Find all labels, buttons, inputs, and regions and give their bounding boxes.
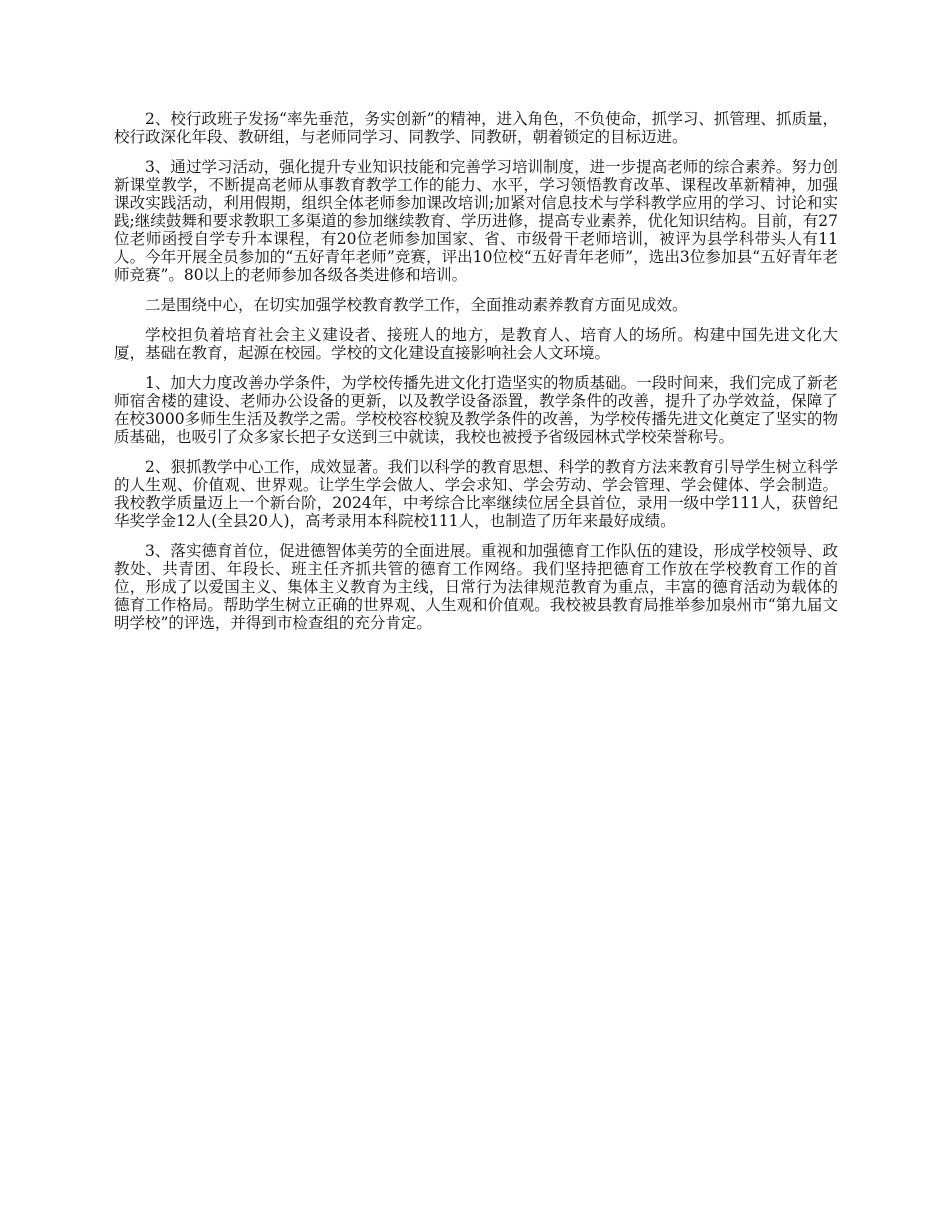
paragraph-5: 1、加大力度改善办学条件，为学校传播先进文化打造坚实的物质基础。一段时间来，我们完成了新老师宿舍楼的建设、老师办公设备的更新，以及教学设备添置，教学条件的改善，提升了办学效益，保障了在校3000多师生生活及教学之需。学校校容校貌及教学条件的改善，为学校传播先进文化奠定了坚实的物质基础，也吸引了众多家长把子女送到三中就读，我校也被授予省级园林式学校荣誉称号。 — [114, 374, 838, 446]
paragraph-7: 3、落实德育首位，促进德智体美劳的全面进展。重视和加强德育工作队伍的建设，形成学校领导、政教处、共青团、年段长、班主任齐抓共管的德育工作网络。我们坚持把德育工作放在学校教育工作的首位，形成了以爱国主义、集体主义教育为主线，日常行为法律规范教育为重点，丰富的德育活动为载体的德育工作格局。帮助学生树立正确的世界观、人生观和价值观。我校被县教育局推举参加泉州市“第九届文明学校”的评选，并得到市检查组的充分肯定。 — [114, 542, 838, 632]
paragraph-2: 3、通过学习活动，强化提升专业知识技能和完善学习培训制度，进一步提高老师的综合素养。努力创新课堂教学，不断提高老师从事教育教学工作的能力、水平，学习领悟教育改革、课程改革新精神，加强课改实践活动，利用假期，组织全体老师参加课改培训;加紧对信息技术与学科教学应用的学习、讨论和实践;继续鼓舞和要求教职工多渠道的参加继续教育、学历进修，提高专业素养，优化知识结构。目前，有27位老师函授自学专升本课程，有20位老师参加国家、省、市级骨干老师培训，被评为县学科带头人有11人。今年开展全员参加的“五好青年老师”竞赛，评出10位校“五好青年老师”，选出3位参加县“五好青年老师竞赛”。80以上的老师参加各级各类进修和培训。 — [114, 158, 838, 284]
paragraph-6: 2、狠抓教学中心工作，成效显著。我们以科学的教育思想、科学的教育方法来教育引导学生树立科学的人生观、价值观、世界观。让学生学会做人、学会求知、学会劳动、学会管理、学会健体、学会制造。我校教学质量迈上一个新台阶，2024年，中考综合比率继续位居全县首位，录用一级中学111人，获曾纪华奖学金12人(全县20人)，高考录用本科院校111人，也制造了历年来最好成绩。 — [114, 458, 838, 530]
paragraph-1: 2、校行政班子发扬“率先垂范，务实创新”的精神，进入角色，不负使命，抓学习、抓管理、抓质量，校行政深化年段、教研组，与老师同学习、同教学、同教研，朝着锁定的目标迈进。 — [114, 110, 838, 146]
paragraph-3: 二是围绕中心，在切实加强学校教育教学工作，全面推动素养教育方面见成效。 — [145, 296, 688, 314]
paragraph-4: 学校担负着培育社会主义建设者、接班人的地方，是教育人、培育人的场所。构建中国先进文化大厦，基础在教育，起源在校园。学校的文化建设直接影响社会人文环境。 — [114, 326, 838, 362]
document-body — [114, 110, 838, 644]
